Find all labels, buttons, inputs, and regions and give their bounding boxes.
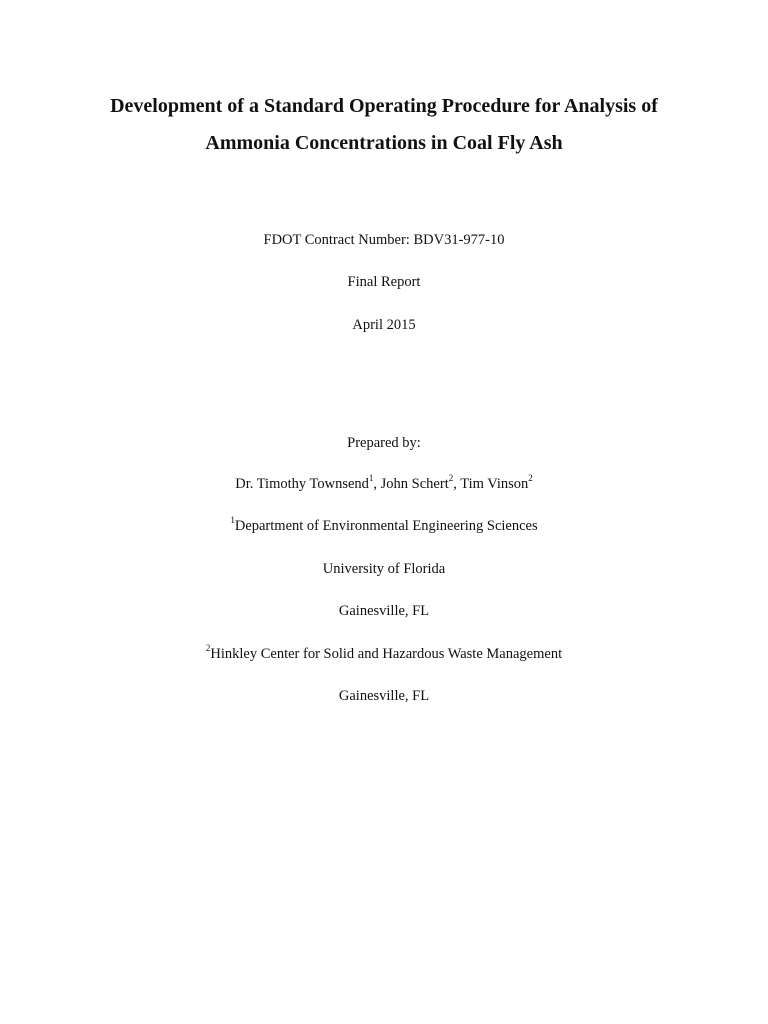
report-title-line-1: Development of a Standard Operating Procedure for Analysis of bbox=[110, 95, 658, 117]
author-name: John Schert bbox=[380, 476, 449, 492]
affiliation-name: Hinkley Center for Solid and Hazardous Waste Management bbox=[210, 646, 563, 662]
report-title-line-2: Ammonia Concentrations in Coal Fly Ash bbox=[205, 132, 563, 154]
affiliation-1-location: Gainesville, FL bbox=[338, 603, 430, 619]
author-separator: , bbox=[373, 476, 381, 492]
report-date: April 2015 bbox=[352, 317, 416, 333]
affiliation-marker: 1 bbox=[230, 515, 235, 526]
affiliation-name: Department of Environmental Engineering Sciences bbox=[234, 518, 538, 534]
author-name: Tim Vinson bbox=[460, 476, 529, 492]
affiliation-marker: 2 bbox=[205, 643, 211, 654]
affiliation-2 bbox=[0, 645, 768, 663]
author-list bbox=[0, 475, 768, 493]
author-separator: , bbox=[453, 476, 461, 492]
contract-number: FDOT Contract Number: BDV31-977-10 bbox=[263, 232, 505, 248]
author-name: Dr. Timothy Townsend bbox=[235, 476, 369, 492]
affiliation-2-location: Gainesville, FL bbox=[338, 688, 430, 704]
report-title bbox=[0, 88, 768, 162]
affiliation-1 bbox=[0, 517, 768, 535]
report-type: Final Report bbox=[347, 274, 421, 290]
author-affiliation-marker: 1 bbox=[368, 473, 374, 484]
prepared-by-label: Prepared by: bbox=[347, 435, 421, 451]
affiliation-1-institution: University of Florida bbox=[322, 561, 446, 577]
author-affiliation-marker: 2 bbox=[528, 473, 533, 484]
author-affiliation-marker: 2 bbox=[448, 473, 454, 484]
